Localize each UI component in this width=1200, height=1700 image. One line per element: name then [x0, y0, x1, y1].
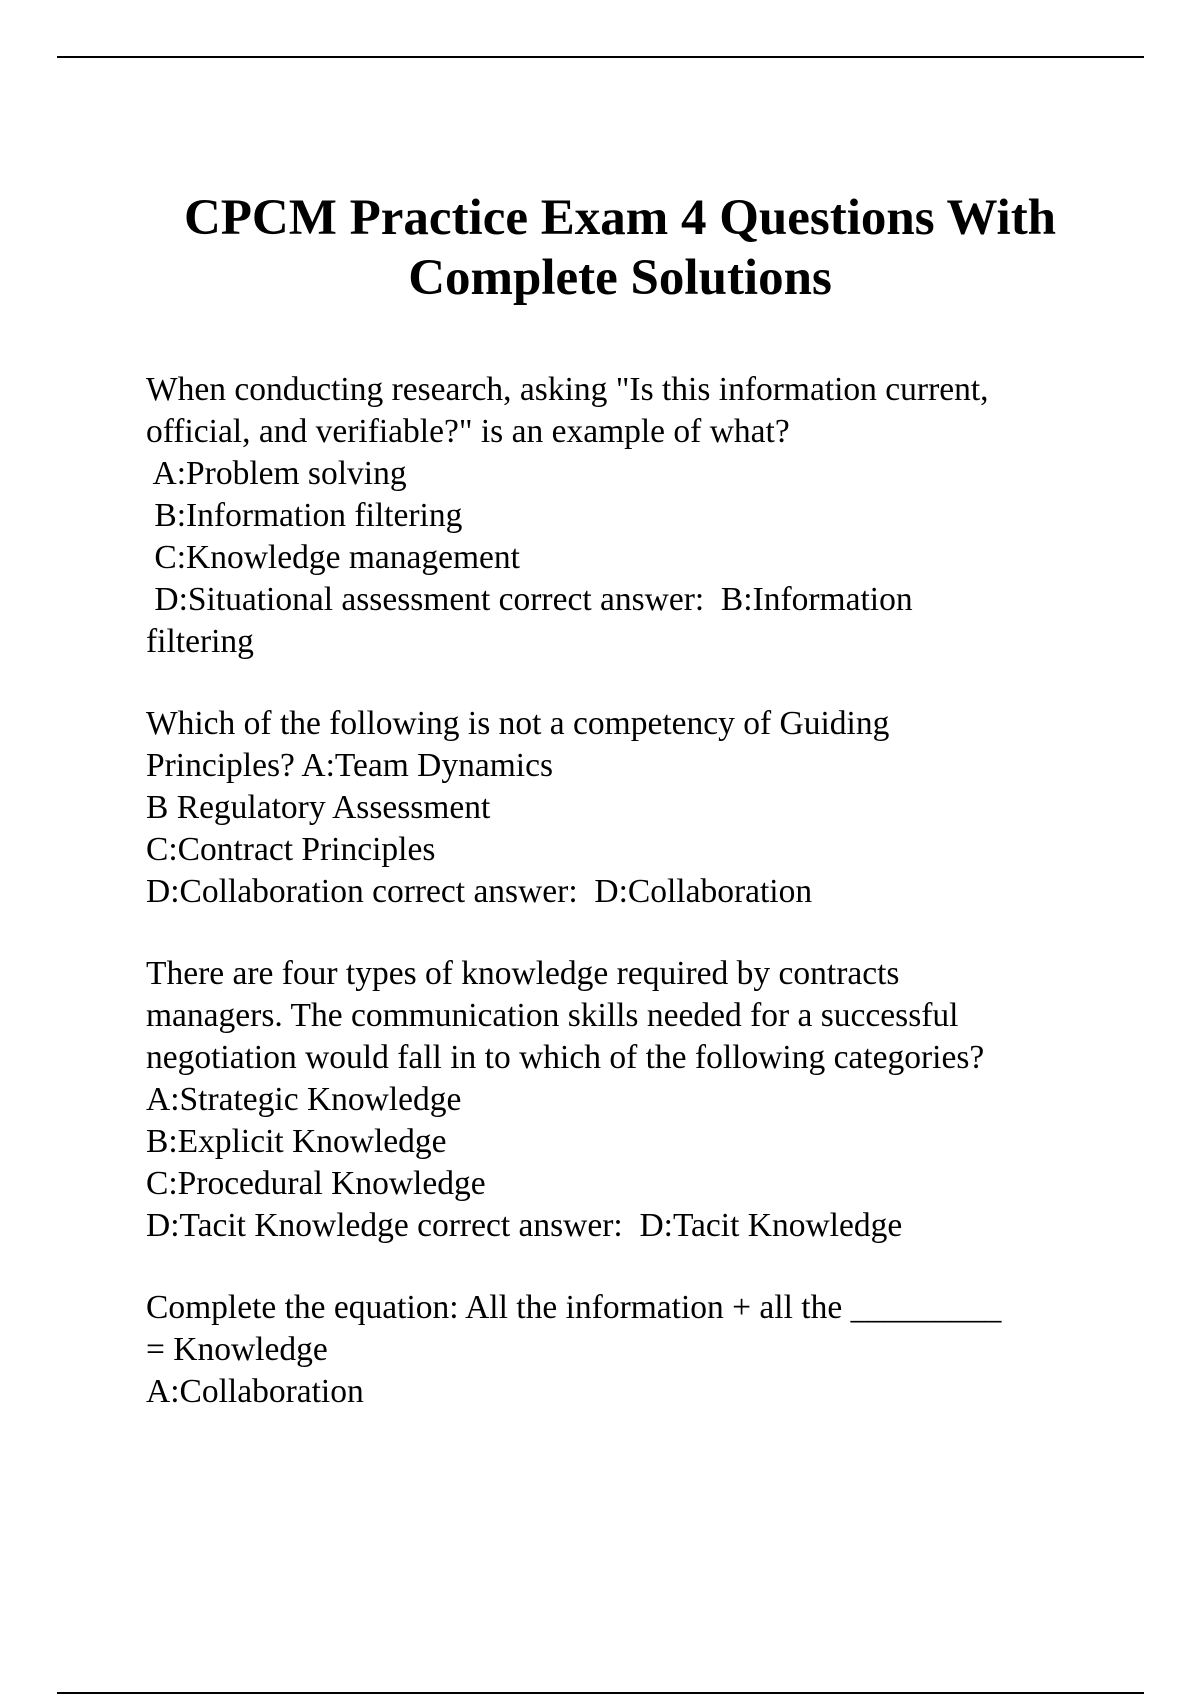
question-text: = Knowledge — [146, 1331, 328, 1368]
question-text: negotiation would fall in to which of the following categories? — [146, 1039, 985, 1076]
correct-answer: filtering — [146, 623, 254, 660]
answer-option: B:Explicit Knowledge — [146, 1123, 447, 1160]
answer-option: B:Information filtering — [146, 497, 463, 534]
header-rule — [57, 56, 1144, 58]
answer-option: A:Problem solving — [146, 455, 407, 492]
footer-rule — [57, 1692, 1144, 1694]
question-text: Which of the following is not a competency of Guiding — [146, 705, 890, 742]
question-text: official, and verifiable?" is an example of what? — [146, 413, 790, 450]
question-text: When conducting research, asking "Is this information current, — [146, 371, 989, 408]
answer-option: C:Procedural Knowledge — [146, 1165, 486, 1202]
answer-option: C:Contract Principles — [146, 831, 436, 868]
question-2 — [146, 703, 1146, 913]
correct-answer: D:Tacit Knowledge correct answer: D:Tacit Knowledge — [146, 1207, 903, 1244]
answer-option: A:Collaboration — [146, 1373, 364, 1410]
answer-option: B Regulatory Assessment — [146, 789, 491, 826]
document-title — [100, 188, 1140, 308]
question-1 — [146, 369, 1146, 663]
question-4 — [146, 1287, 1146, 1413]
question-text: There are four types of knowledge required by contracts — [146, 955, 900, 992]
answer-option: C:Knowledge management — [146, 539, 520, 576]
title-line-2: Complete Solutions — [408, 250, 832, 306]
question-text: Complete the equation: All the information + all the _________ — [146, 1289, 1002, 1326]
question-text: managers. The communication skills needed for a successful — [146, 997, 959, 1034]
answer-option: A:Strategic Knowledge — [146, 1081, 462, 1118]
answer-option: D:Situational assessment correct answer: B:Information — [146, 581, 913, 618]
question-text: Principles? A:Team Dynamics — [146, 747, 554, 784]
question-3 — [146, 953, 1146, 1247]
correct-answer: D:Collaboration correct answer: D:Collaboration — [146, 873, 813, 910]
question-list — [146, 369, 1146, 1453]
title-line-1: CPCM Practice Exam 4 Questions With — [183, 190, 1057, 246]
